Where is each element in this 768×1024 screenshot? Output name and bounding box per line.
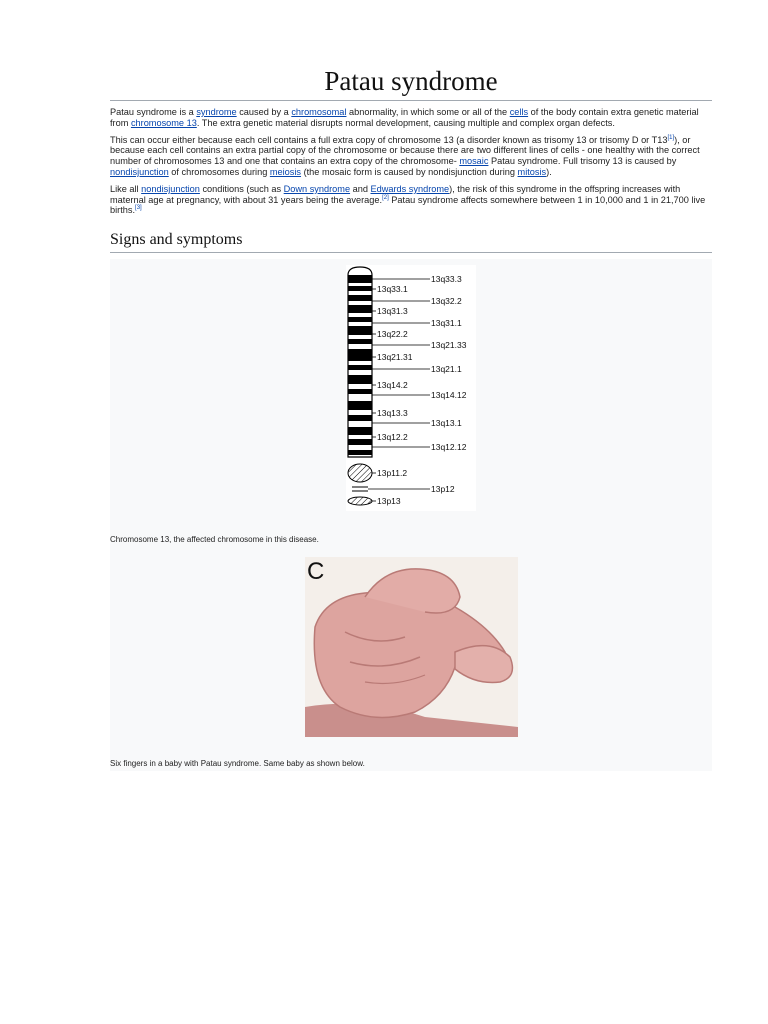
band-label-right: 13q21.33 xyxy=(431,340,467,351)
link-meiosis[interactable]: meiosis xyxy=(269,166,302,177)
hand-illustration xyxy=(305,557,518,737)
band-13 xyxy=(348,415,372,421)
link-mosaic[interactable]: mosaic xyxy=(459,156,489,167)
band-5 xyxy=(348,317,372,322)
ideogram-caption: Chromosome 13, the affected chromosome in this disease. xyxy=(110,535,319,545)
band-9 xyxy=(348,365,372,370)
band-14 xyxy=(348,427,372,435)
link-nondisjunction[interactable]: nondisjunction xyxy=(110,166,169,177)
link-cells[interactable]: cells xyxy=(509,107,529,117)
band-label-right: 13q21.1 xyxy=(431,364,462,375)
band-11 xyxy=(348,389,372,394)
page-title: Patau syndrome xyxy=(110,64,712,101)
band-3 xyxy=(348,295,372,301)
link-nondisjunction-2[interactable]: nondisjunction xyxy=(141,183,200,194)
reference-2[interactable]: [2] xyxy=(382,194,389,201)
band-15 xyxy=(348,439,372,445)
hand-photo[interactable] xyxy=(305,557,518,737)
risk-paragraph: Like all nondisjunction conditions (such as Down syndrome and Edwards syndrome), the risk of this syndrome in the offspring increases with maternal age at pregnancy, with about 31 years being the average.[2] Patau syndrome affects somewhere between 1 in 10,000 and 1 in 21,700 live births.[3] xyxy=(110,183,706,216)
link-mitosis[interactable]: mitosis xyxy=(517,166,547,177)
band-label-left: 13q14.2 xyxy=(377,380,408,391)
band-label-left: 13p13 xyxy=(377,496,401,507)
reference-3[interactable]: [3] xyxy=(135,205,142,212)
image-gallery xyxy=(110,259,712,771)
band-label-left: 13q21.31 xyxy=(377,352,413,363)
link-chromosomal[interactable]: chromosomal xyxy=(291,107,347,117)
band-2 xyxy=(348,286,372,291)
band-6 xyxy=(348,326,372,335)
band-label-right: 13q32.2 xyxy=(431,296,462,307)
band-8 xyxy=(348,349,372,361)
band-label-right: 13q33.3 xyxy=(431,274,462,285)
panel-letter: C xyxy=(307,558,325,586)
band-label-left: 13q33.1 xyxy=(377,284,408,295)
band-16 xyxy=(348,450,372,455)
hand-caption: Six fingers in a baby with Patau syndrome. Same baby as shown below. xyxy=(110,759,365,769)
ideogram-svg xyxy=(346,265,476,511)
article xyxy=(110,64,712,771)
band-label-left: 13q31.3 xyxy=(377,306,408,317)
band-label-left: 13q13.3 xyxy=(377,408,408,419)
p-arm-tip xyxy=(348,497,372,505)
band-label-right: 13q12.12 xyxy=(431,442,467,453)
band-labels xyxy=(377,274,467,506)
band-7 xyxy=(348,339,372,344)
cause-paragraph: This can occur either because each cell contains a full extra copy of chromosome 13 (a disorder known as trisomy 13 or trisomy D or T13[1]), or because each cell contains an extra partial copy of the chromosome or because there are two different lines of cells - one healthy with the correct number of chromosomes 13 and one that contains an extra copy of the chromosome- mosaic Patau syndrome. Full trisomy 13 is caused by nondisjunction of chromosomes during meiosis (the mosaic form is caused by nondisjunction during mitosis). xyxy=(110,134,700,177)
band-label-right: 13q31.1 xyxy=(431,318,462,329)
centromere-satellite xyxy=(348,464,372,482)
band-1 xyxy=(348,275,372,283)
chromosome-13-ideogram[interactable] xyxy=(346,265,476,511)
band-label-right: 13q13.1 xyxy=(431,418,462,429)
band-label-right: 13p12 xyxy=(431,484,455,495)
link-syndrome[interactable]: syndrome xyxy=(196,107,237,117)
link-down-syndrome[interactable]: Down syndrome xyxy=(283,183,351,194)
band-10 xyxy=(348,375,372,384)
band-label-left: 13p11.2 xyxy=(377,468,408,479)
band-label-right: 13q14.12 xyxy=(431,390,467,401)
band-label-left: 13q12.2 xyxy=(377,432,408,443)
intro-paragraph: Patau syndrome is a syndrome caused by a chromosomal abnormality, in which some or all of the cells of the body contain extra genetic material from chromosome 13. The extra genetic material disrupts normal development, causing multiple and complex organ defects. xyxy=(110,107,699,128)
link-edwards-syndrome[interactable]: Edwards syndrome xyxy=(370,183,450,194)
band-label-left: 13q22.2 xyxy=(377,329,408,340)
band-12 xyxy=(348,401,372,410)
section-heading-signs: Signs and symptoms xyxy=(110,230,712,253)
reference-1[interactable]: [1] xyxy=(667,134,675,141)
link-chromosome-13[interactable]: chromosome 13 xyxy=(130,117,197,128)
band-4 xyxy=(348,305,372,313)
